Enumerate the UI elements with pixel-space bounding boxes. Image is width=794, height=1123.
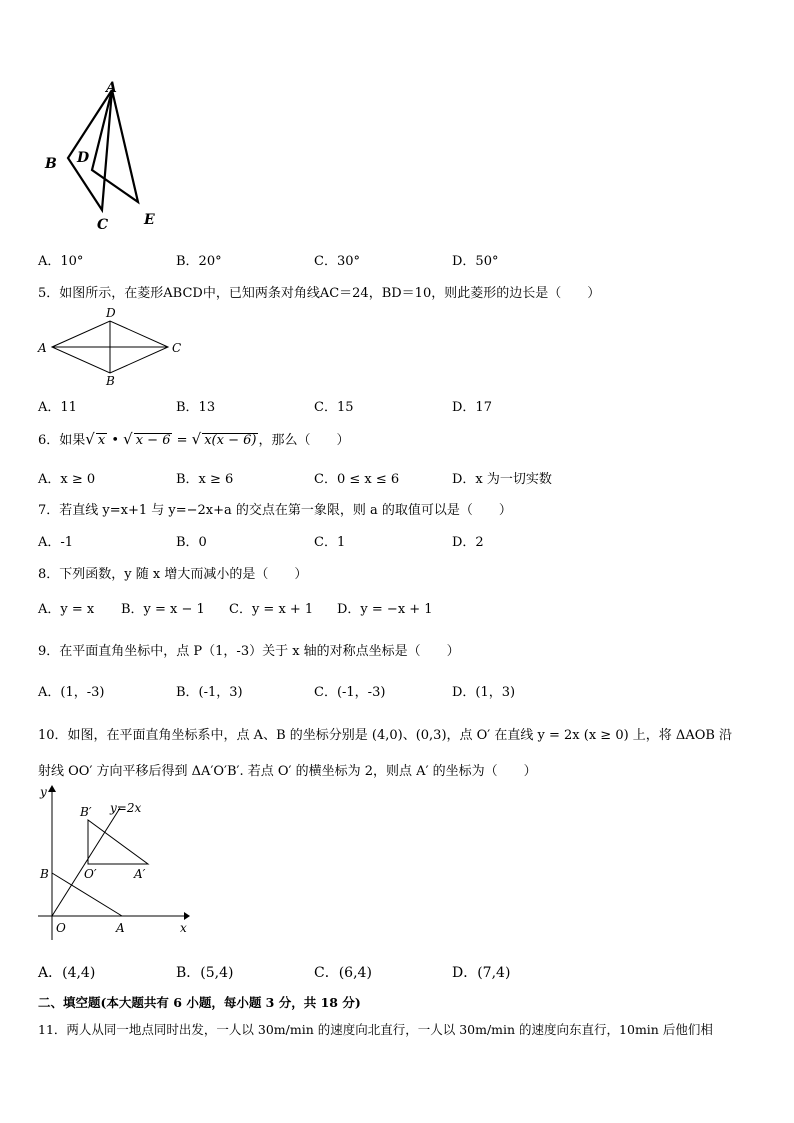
q7-option-b: B．0	[176, 535, 207, 550]
q10-stem-line-2: 射线 OO′ 方向平移后得到 ΔA′O′B′. 若点 O′ 的横坐标为 2，则点 A′ 的坐标为（ ）	[38, 764, 537, 779]
label-a: A	[106, 80, 117, 96]
label-b-prime: B′	[80, 805, 92, 819]
label-d: D	[106, 306, 116, 320]
q8-stem: 8．下列函数，y 随 x 增大而减小的是（ ）	[38, 567, 308, 582]
q6-option-b: B．x ≥ 6	[176, 472, 234, 487]
q8-option-a: A．y = x	[38, 602, 95, 617]
q6-prefix: 6．如果	[38, 433, 86, 448]
x-axis-arrow-icon	[184, 912, 190, 920]
label-b: B	[40, 867, 49, 881]
q7-option-c: C．1	[314, 535, 346, 550]
q6-stem: 6．如果√ x • √ x − 6 = √ x(x − 6) ，那么（ ）	[38, 430, 350, 448]
label-x: x	[180, 921, 187, 935]
q10-option-b: B．(5,4)	[176, 965, 234, 981]
q5-rhombus-figure	[34, 304, 194, 388]
section-2-heading: 二、填空题(本大题共有 6 小题，每小题 3 分，共 18 分)	[38, 995, 361, 1010]
q6-dot: •	[111, 433, 119, 448]
q6-equals: =	[176, 433, 188, 448]
q10-option-a: A．(4,4)	[38, 965, 96, 981]
q7-option-a: A．-1	[38, 535, 74, 550]
q4-option-d: D．50°	[452, 254, 499, 269]
q5-option-d: D．17	[452, 400, 492, 415]
q10-coordinate-figure	[34, 780, 194, 940]
label-b: B	[106, 374, 115, 388]
q8-option-d: D．y = −x + 1	[337, 602, 433, 617]
q4-option-c: C．30°	[314, 254, 360, 269]
label-b: B	[45, 156, 57, 172]
q5-option-c: C．15	[314, 400, 354, 415]
q9-option-d: D．(1，3)	[452, 685, 516, 700]
q5-stem: 5．如图所示，在菱形ABCD中，已知两条对角线AC＝24，BD＝10，则此菱形的边长是（ ）	[38, 286, 601, 301]
label-o-prime: O′	[84, 867, 97, 881]
q5-option-a: A．11	[38, 400, 77, 415]
label-c: C	[172, 341, 182, 355]
q6-radical-3: x(x − 6)	[204, 433, 257, 448]
label-a: A	[116, 921, 125, 935]
q11-stem: 11．两人从同一地点同时出发，一人以 30m/min 的速度向北直行，一人以 30m/min 的速度向东直行，10min 后他们相	[38, 1022, 713, 1037]
q9-option-b: B．(-1，3)	[176, 685, 243, 700]
label-line: y=2x	[110, 801, 142, 815]
q6-radical-1: x	[97, 433, 106, 448]
q4-option-a: A．10°	[38, 254, 84, 269]
label-a: A	[38, 341, 47, 355]
q7-stem: 7．若直线 y=x+1 与 y=−2x+a 的交点在第一象限，则 a 的取值可以是（ ）	[38, 503, 512, 518]
q7-option-d: D．2	[452, 535, 484, 550]
line-y-2x	[52, 808, 120, 916]
q5-option-b: B．13	[176, 400, 216, 415]
q6-suffix: ，那么（ ）	[258, 433, 350, 448]
triangle-ade	[92, 90, 138, 202]
label-d: D	[77, 150, 90, 166]
label-e: E	[144, 212, 155, 228]
triangle-abc	[68, 90, 112, 210]
y-axis-arrow-icon	[48, 785, 56, 792]
q9-option-c: C．(-1，-3)	[314, 685, 386, 700]
q9-option-a: A．(1，-3)	[38, 685, 105, 700]
q8-option-b: B．y = x − 1	[121, 602, 205, 617]
q10-option-d: D．(7,4)	[452, 965, 511, 981]
triangle-a-prime-o-prime-b-prime	[88, 820, 148, 864]
label-o: O	[56, 921, 66, 935]
label-y: y	[40, 785, 47, 799]
q4-option-b: B．20°	[176, 254, 222, 269]
q4-triangle-figure	[40, 78, 170, 238]
label-c: C	[97, 217, 109, 233]
q6-option-c: C．0 ≤ x ≤ 6	[314, 472, 400, 487]
q10-stem-line-1: 10．如图，在平面直角坐标系中，点 A、B 的坐标分别是 (4,0)、(0,3)，点 O′ 在直线 y = 2x (x ≥ 0) 上，将 ΔAOB 沿	[38, 728, 733, 743]
q10-option-c: C．(6,4)	[314, 965, 372, 981]
q6-option-d: D．x 为一切实数	[452, 472, 552, 487]
q8-option-c: C．y = x + 1	[229, 602, 314, 617]
q9-stem: 9．在平面直角坐标中，点 P（1，-3）关于 x 轴的对称点坐标是（ ）	[38, 644, 460, 659]
q6-radical-2: x − 6	[135, 433, 171, 448]
label-a-prime: A′	[134, 867, 146, 881]
q6-option-a: A．x ≥ 0	[38, 472, 96, 487]
